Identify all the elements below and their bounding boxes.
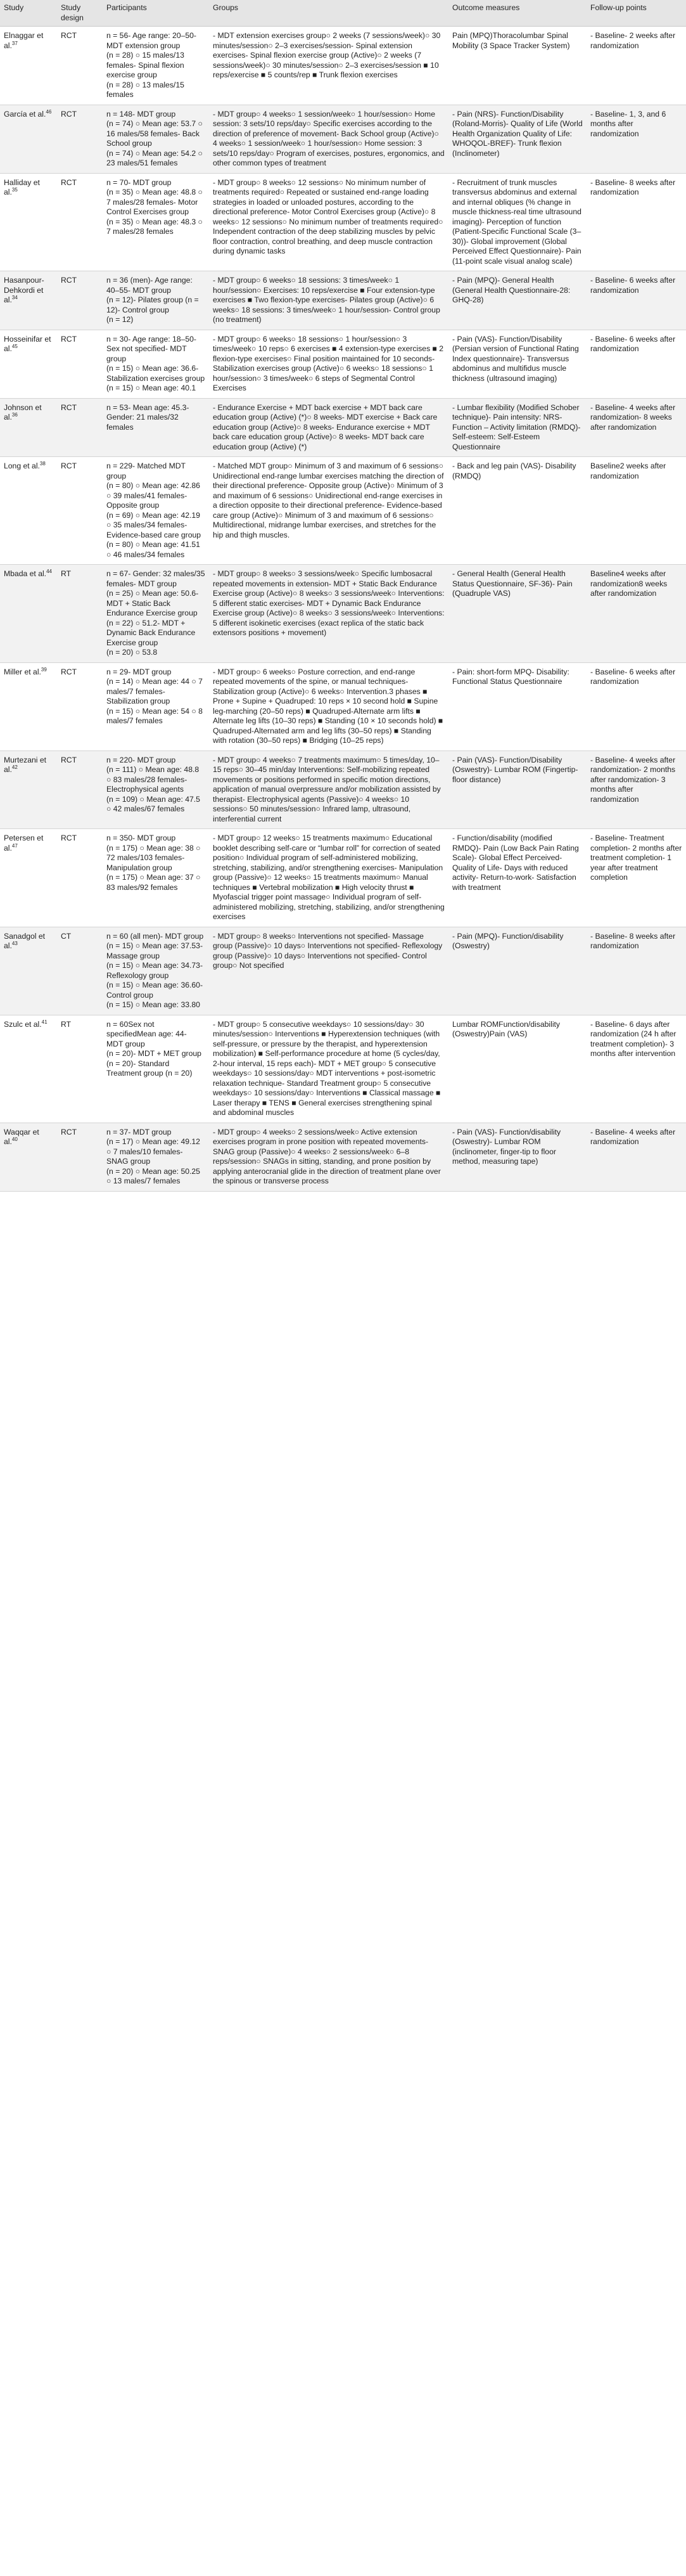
study-design-cell: CT xyxy=(57,927,103,1015)
study-design-cell: RCT xyxy=(57,27,103,105)
header-follow-up-points: Follow-up points xyxy=(587,0,686,27)
study-cell xyxy=(0,105,57,173)
groups-cell: - Endurance Exercise + MDT back exercise + MDT back care education group (Active) (*)○ 8 weeks- MDT exercise + Back care education group (Active)○ 8 weeks- Endurance exercise + MDT back care education group (Active)○ 8 weeks- MDT back care education group (Active) (*) xyxy=(209,398,448,457)
outcome-measures-cell: - Pain (VAS)- Function/Disability (Oswestry)- Lumbar ROM (Fingertip-floor distance) xyxy=(448,750,587,829)
participants-cell: n = 53- Mean age: 45.3- Gender: 21 males/32 females xyxy=(103,398,209,457)
study-name: Murtezani et al. xyxy=(4,755,47,774)
study-cell xyxy=(0,662,57,750)
follow-up-cell: - Baseline- 4 weeks after randomization xyxy=(587,1123,686,1191)
study-name: Long et al. xyxy=(4,461,40,470)
study-cell xyxy=(0,398,57,457)
study-reference: 38 xyxy=(39,460,46,467)
groups-cell: - MDT group○ 6 weeks○ 18 sessions○ 1 hour/session○ 3 times/week○ 10 reps○ 6 exercises ■ 4 extension-type exercises ■ 2 flexion-type exercises○ Final position maintained for 10 seconds- Stabilization exercises group (Active)○ 6 weeks○ 18 sessions○ 1 hour/session○ 3 times/week○ 6 steps of Segmental Control Exercises xyxy=(209,330,448,398)
study-cell xyxy=(0,271,57,330)
follow-up-cell: - Baseline- 6 weeks after randomization xyxy=(587,330,686,398)
participants-cell: n = 30- Age range: 18–50- Sex not specified- MDT group (n = 15) ○ Mean age: 36.6- Stabilization exercises group (n = 15) ○ Mean age: 40.1 xyxy=(103,330,209,398)
groups-cell: - MDT group○ 8 weeks○ 12 sessions○ No minimum number of treatments required○ Repeated or sustained end-range loading strategies in loaded or unloaded postures, according to the directional preference- Motor Control Exercises group (Active)○ 8 weeks○ 12 sessions○ No minimum number of treatments required○ Independent contraction of the deep stabilizing muscles by pelvic floor contraction, control breathing, and deep muscle contraction during dynamic tasks xyxy=(209,173,448,271)
follow-up-cell: - Baseline- 8 weeks after randomization xyxy=(587,927,686,1015)
study-name: Johnson et al. xyxy=(4,402,42,422)
follow-up-cell: Baseline4 weeks after randomization8 weeks after randomization xyxy=(587,565,686,663)
outcome-measures-cell: - Pain (VAS)- Function/Disability (Persian version of Functional Rating Index questionnaire)- Transversus abdominus and multifidus muscle thickness (ultrasound imaging) xyxy=(448,330,587,398)
follow-up-cell: - Baseline- 4 weeks after randomization- 8 weeks after randomization xyxy=(587,398,686,457)
study-cell xyxy=(0,173,57,271)
study-name: Szulc et al. xyxy=(4,1019,42,1029)
study-reference: 40 xyxy=(11,1136,18,1142)
study-reference: 39 xyxy=(41,666,47,673)
table-row xyxy=(0,829,686,927)
study-design-cell: RT xyxy=(57,565,103,663)
participants-cell: n = 70- MDT group (n = 35) ○ Mean age: 48.8 ○ 7 males/28 females- Motor Control Exercises group (n = 35) ○ Mean age: 48.3 ○ 7 males/28 females xyxy=(103,173,209,271)
groups-cell: - MDT group○ 12 weeks○ 15 treatments maximum○ Educational booklet describing self-care or “lumbar roll” for correction of seated position○ Individual program of self-administered mobilizing, stretching, stabilizing, and/or strengthening exercises- Manipulation group (Passive)○ 12 weeks○ 15 treatments maximum○ Manual techniques ■ Vertebral mobilization ■ High velocity thrust ■ Myofascial trigger point massage○ Individual program of self-administered mobilizing, stretching, stabilizing, and/or strengthening exercises xyxy=(209,829,448,927)
table-row xyxy=(0,173,686,271)
header-study: Study xyxy=(0,0,57,27)
study-reference: 46 xyxy=(46,108,52,115)
study-cell xyxy=(0,927,57,1015)
study-name: Elnaggar et al. xyxy=(4,31,44,50)
outcome-measures-cell: - Pain (VAS)- Function/disability (Oswestry)- Lumbar ROM (inclinometer, finger-tip to floor method, measuring tape) xyxy=(448,1123,587,1191)
study-reference: 47 xyxy=(11,842,18,849)
table-row xyxy=(0,457,686,565)
table-row xyxy=(0,398,686,457)
study-cell xyxy=(0,457,57,565)
participants-cell: n = 148- MDT group (n = 74) ○ Mean age: 53.7 ○ 16 males/58 females- Back School group (n = 74) ○ Mean age: 54.2 ○ 23 males/51 females xyxy=(103,105,209,173)
table-row xyxy=(0,330,686,398)
study-name: Waqqar et al. xyxy=(4,1127,39,1146)
study-design-cell: RCT xyxy=(57,105,103,173)
study-reference: 35 xyxy=(11,186,18,193)
header-participants: Participants xyxy=(103,0,209,27)
study-reference: 44 xyxy=(46,568,52,574)
follow-up-cell: - Baseline- 8 weeks after randomization xyxy=(587,173,686,271)
participants-cell: n = 37- MDT group (n = 17) ○ Mean age: 49.12 ○ 7 males/10 females- SNAG group (n = 20) ○ Mean age: 50.25 ○ 13 males/7 females xyxy=(103,1123,209,1191)
follow-up-cell: - Baseline- 6 weeks after randomization xyxy=(587,662,686,750)
table-header xyxy=(0,0,686,27)
table-row xyxy=(0,662,686,750)
participants-cell: n = 29- MDT group (n = 14) ○ Mean age: 44 ○ 7 males/7 females- Stabilization group (n = 15) ○ Mean age: 54 ○ 8 males/7 females xyxy=(103,662,209,750)
outcome-measures-cell: - Back and leg pain (VAS)- Disability (RMDQ) xyxy=(448,457,587,565)
groups-cell: - Matched MDT group○ Minimum of 3 and maximum of 6 sessions○ Unidirectional end-range lumbar exercises matching the direction of their directional preference- Opposite group (Active)○ Minimum of 3 and maximum of 6 sessions○ Unidirectional end-range exercises in a direction opposite to their directional preference- Evidence-based care group (Active)○ Minimum of 3 and maximum of 6 sessions○ Multidirectional, midrange lumbar exercises, and stretches for the hip and thigh muscles. xyxy=(209,457,448,565)
header-outcome-measures: Outcome measures xyxy=(448,0,587,27)
table-row xyxy=(0,565,686,663)
participants-cell: n = 36 (men)- Age range: 40–55- MDT group (n = 12)- Pilates group (n = 12)- Control group (n = 12) xyxy=(103,271,209,330)
study-cell xyxy=(0,27,57,105)
study-name: Hasanpour-Dehkordi et al. xyxy=(4,276,44,304)
groups-cell: - MDT group○ 8 weeks○ 3 sessions/week○ Specific lumbosacral repeated movements in extension- MDT + Static Back Endurance Exercise group (Active)○ 8 weeks○ 3 sessions/week○ Interventions: 5 different static exercises- MDT + Dynamic Back Endurance Exercise group (Active)○ 8 weeks○ 3 sessions/week○ Interventions: 5 different isokinetic exercises (exact replica of the static back extensors positions + movement) xyxy=(209,565,448,663)
study-name: Mbada et al. xyxy=(4,569,47,578)
outcome-measures-cell: - Pain (MPQ)- Function/disability (Oswestry) xyxy=(448,927,587,1015)
study-design-cell: RCT xyxy=(57,398,103,457)
participants-cell: n = 60 (all men)- MDT group (n = 15) ○ Mean age: 37.53- Massage group (n = 15) ○ Mean age: 34.73- Reflexology group (n = 15) ○ Mean age: 36.60- Control group (n = 15) ○ Mean age: 33.80 xyxy=(103,927,209,1015)
table-row xyxy=(0,1015,686,1123)
outcome-measures-cell: - Pain (NRS)- Function/Disability (Roland-Morris)- Quality of Life (World Health Organization Quality of Life: WHOQOL-BREF)- Trunk flexion (Inclinometer) xyxy=(448,105,587,173)
study-design-cell: RCT xyxy=(57,1123,103,1191)
outcome-measures-cell: - General Health (General Health Status Questionnaire, SF-36)- Pain (Quadruple VAS) xyxy=(448,565,587,663)
outcome-measures-cell: - Lumbar flexibility (Modified Schober technique)- Pain intensity: NRS- Function – Activity limitation (RMDQ)- Self-esteem: Self-Esteem Questionnaire xyxy=(448,398,587,457)
study-design-cell: RCT xyxy=(57,829,103,927)
follow-up-cell: - Baseline- Treatment completion- 2 months after treatment completion- 1 year after treatment completion xyxy=(587,829,686,927)
outcome-measures-cell: - Pain (MPQ)- General Health (General Health Questionnaire-28: GHQ-28) xyxy=(448,271,587,330)
study-reference: 45 xyxy=(11,343,18,349)
header-groups: Groups xyxy=(209,0,448,27)
table-row xyxy=(0,1123,686,1191)
study-design-cell: RCT xyxy=(57,750,103,829)
groups-cell: - MDT group○ 4 weeks○ 1 session/week○ 1 hour/session○ Home session: 3 sets/10 reps/day○ Specific exercises according to the direction of preference of movement- Back School group (Active)○ 4 weeks○ 1 session/week○ 1 hour/session○ Home session: 3 sets/10 reps/day○ Program of exercises, postures, ergonomics, and other common types of treatment xyxy=(209,105,448,173)
header-study-design: Study design xyxy=(57,0,103,27)
participants-cell: n = 229- Matched MDT group (n = 80) ○ Mean age: 42.86 ○ 39 males/41 females- Opposite group (n = 69) ○ Mean age: 42.19 ○ 35 males/34 females- Evidence-based care group (n = 80) ○ Mean age: 41.51 ○ 46 males/34 females xyxy=(103,457,209,565)
table-row xyxy=(0,27,686,105)
table-row xyxy=(0,927,686,1015)
groups-cell: - MDT group○ 8 weeks○ Interventions not specified- Massage group (Passive)○ 10 days○ Interventions not specified- Reflexology group (Passive)○ 10 days○ Interventions not specified- Control group○ Not specified xyxy=(209,927,448,1015)
outcome-measures-cell: Lumbar ROMFunction/disability (Oswestry)Pain (VAS) xyxy=(448,1015,587,1123)
study-name: García et al. xyxy=(4,109,46,119)
study-cell xyxy=(0,1015,57,1123)
study-name: Sanadgol et al. xyxy=(4,931,46,950)
follow-up-cell: - Baseline- 6 weeks after randomization xyxy=(587,271,686,330)
study-design-cell: RCT xyxy=(57,173,103,271)
participants-cell: n = 60Sex not specifiedMean age: 44- MDT group (n = 20)- MDT + MET group (n = 20)- Standard Treatment group (n = 20) xyxy=(103,1015,209,1123)
table-row xyxy=(0,750,686,829)
follow-up-cell: - Baseline- 4 weeks after randomization- 2 months after randomization- 3 months after randomization xyxy=(587,750,686,829)
groups-cell: - MDT group○ 4 weeks○ 7 treatments maximum○ 5 times/day, 10–15 reps○ 30–45 min/day Interventions: Self-mobilizing repeated movements or positions performed in specific motion directions, application of manual overpressure and/or mobilization assisted by therapist- Electrophysical agents (Passive)○ 4 weeks○ 10 sessions○ 50 minutes/session○ Infrared lamp, ultrasound, interferential current xyxy=(209,750,448,829)
groups-cell: - MDT group○ 5 consecutive weekdays○ 10 sessions/day○ 30 minutes/session○ Interventions ■ Hyperextension techniques (with self-pressure, or pressure by the therapist, and hyperextension mobilization) ■ Self-performance procedure at home (5 cycles/day, 2-hour interval, 15 reps each)- MDT + MET group○ 5 consecutive weekdays○ 10 sessions/day○ MDT interventions + post-isometric relaxation technique- Standard Treatment group○ 5 consecutive weekdays○ 10 sessions/day○ Interventions ■ Classical massage ■ Laser therapy ■ TENS ■ General exercises strengthening spinal and abdominal muscles xyxy=(209,1015,448,1123)
follow-up-cell: - Baseline- 2 weeks after randomization xyxy=(587,27,686,105)
groups-cell: - MDT group○ 6 weeks○ 18 sessions: 3 times/week○ 1 hour/session○ Exercises: 10 reps/exercise ■ Four extension-type exercises ■ Two flexion-type exercises- Pilates group (Active)○ 6 weeks○ 18 sessions: 3 times/week○ 1 hour/session- Control group (no treatment) xyxy=(209,271,448,330)
groups-cell: - MDT group○ 6 weeks○ Posture correction, and end-range repeated movements of the spine, or manual techniques- Stabilization group (Active)○ 6 weeks○ Intervention.3 phases ■ Prone + Supine + Quadruped: 10 reps × 10 second hold ■ Supine leg-marching (20–50 reps) ■ Quadruped-Alternate arm lifts ■ Alternate leg lifts (10–30 reps) ■ Standing (10 × 10 seconds hold) ■ Quadruped-Alternated arm and leg lifts (30–50 reps) ■ Standing with rotation (30–50 reps) ■ Bridging (10–25 reps) xyxy=(209,662,448,750)
study-reference: 41 xyxy=(41,1019,48,1025)
table-row xyxy=(0,105,686,173)
study-cell xyxy=(0,330,57,398)
participants-cell: n = 350- MDT group (n = 175) ○ Mean age: 38 ○ 72 males/103 females- Manipulation group (n = 175) ○ Mean age: 37 ○ 83 males/92 females xyxy=(103,829,209,927)
study-cell xyxy=(0,829,57,927)
outcome-measures-cell: - Pain: short-form MPQ- Disability: Functional Status Questionnaire xyxy=(448,662,587,750)
follow-up-cell: - Baseline- 6 days after randomization (24 h after treatment completion)- 3 months after intervention xyxy=(587,1015,686,1123)
study-name: Petersen et al. xyxy=(4,834,44,853)
study-reference: 36 xyxy=(11,411,18,418)
participants-cell: n = 67- Gender: 32 males/35 females- MDT group (n = 25) ○ Mean age: 50.6- MDT + Static Back Endurance Exercise group (n = 22) ○ 51.2- MDT + Dynamic Back Endurance Exercise group (n = 20) ○ 53.8 xyxy=(103,565,209,663)
study-cell xyxy=(0,565,57,663)
header-row xyxy=(0,0,686,27)
studies-table xyxy=(0,0,686,1192)
study-cell xyxy=(0,1123,57,1191)
study-design-cell: RCT xyxy=(57,457,103,565)
outcome-measures-cell: Pain (MPQ)Thoracolumbar Spinal Mobility (3 Space Tracker System) xyxy=(448,27,587,105)
table-row xyxy=(0,271,686,330)
groups-cell: - MDT extension exercises group○ 2 weeks (7 sessions/week)○ 30 minutes/session○ 2–3 exercises/session- Spinal extension exercises- Spinal flexion exercise group (Active)○ 2 weeks (7 sessions/week)○ 30 minutes/session○ 2–3 exercises/session ■ 10 reps/exercise ■ 5 counts/rep ■ Trunk flexion exercises xyxy=(209,27,448,105)
study-reference: 34 xyxy=(11,294,18,300)
study-reference: 42 xyxy=(11,764,18,770)
study-design-cell: RCT xyxy=(57,330,103,398)
participants-cell: n = 220- MDT group (n = 111) ○ Mean age: 48.8 ○ 83 males/28 females- Electrophysical agents (n = 109) ○ Mean age: 47.5 ○ 42 males/67 females xyxy=(103,750,209,829)
outcome-measures-cell: - Recruitment of trunk muscles transversus abdominus and external and internal obliques (% change in muscle thickness-real time ultrasound imaging)- Perception of function (Patient-Specific Functional Scale (3–30))- Global improvement (Global Perceived Effect Questionnaire)- Pain (11-point scale visual analog scale) xyxy=(448,173,587,271)
study-design-cell: RCT xyxy=(57,271,103,330)
study-name: Miller et al. xyxy=(4,667,41,676)
groups-cell: - MDT group○ 4 weeks○ 2 sessions/week○ Active extension exercises program in prone position with repeated movements- SNAG group (Passive)○ 4 weeks○ 2 sessions/week○ 6–8 reps/session○ SNAGs in sitting, standing, and prone position by applying anterocranial glide in the direction of treatment plane over the spinous or transverse process xyxy=(209,1123,448,1191)
outcome-measures-cell: - Function/disability (modified RMDQ)- Pain (Low Back Pain Rating Scale)- Global Effect Perceived- Quality of Life- Days with reduced activity- Return-to-work- Satisfaction with treatment xyxy=(448,829,587,927)
study-reference: 37 xyxy=(11,40,18,46)
study-design-cell: RCT xyxy=(57,662,103,750)
follow-up-cell: Baseline2 weeks after randomization xyxy=(587,457,686,565)
table-body xyxy=(0,27,686,1192)
study-design-cell: RT xyxy=(57,1015,103,1123)
study-cell xyxy=(0,750,57,829)
participants-cell: n = 56- Age range: 20–50- MDT extension group (n = 28) ○ 15 males/13 females- Spinal flexion exercise group (n = 28) ○ 13 males/15 females xyxy=(103,27,209,105)
study-name: Hosseinifar et al. xyxy=(4,334,51,353)
study-name: Halliday et al. xyxy=(4,177,40,196)
follow-up-cell: - Baseline- 1, 3, and 6 months after randomization xyxy=(587,105,686,173)
study-reference: 43 xyxy=(11,940,18,946)
